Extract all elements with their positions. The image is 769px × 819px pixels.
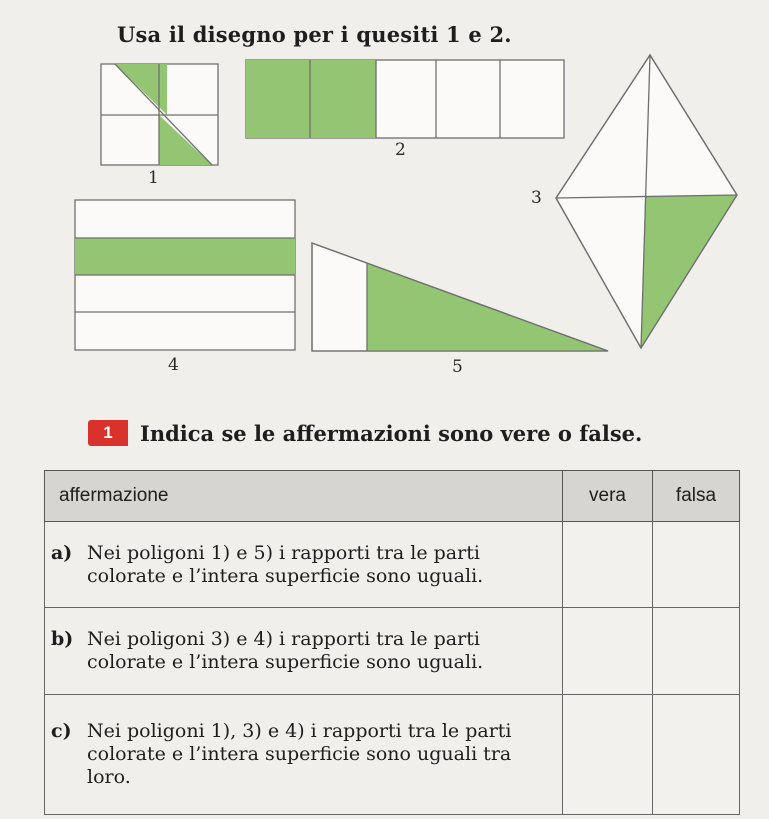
polygon-4-colored [75, 238, 295, 275]
polygons-drawing [0, 0, 769, 400]
true-checkbox-a[interactable] [563, 522, 653, 608]
polygon-2 [246, 60, 564, 138]
polygon-4 [75, 200, 295, 350]
true-checkbox-b[interactable] [563, 608, 653, 695]
statement-text: Nei poligoni 3) e 4) i rapporti tra le parti colorate e l’intera superficie sono uguali. [87, 628, 484, 673]
table-row [45, 608, 740, 695]
statement-text: Nei poligoni 1) e 5) i rapporti tra le parti colorate e l’intera superficie sono uguali. [87, 541, 484, 587]
exercise-heading: Usa il disegno per i quesiti 1 e 2. [117, 22, 512, 47]
polygon-2-label: 2 [395, 140, 406, 160]
statement-text: Nei poligoni 1), 3) e 4) i rapporti tra le parti colorate e l’intera superficie sono uguali tra loro. [87, 720, 512, 788]
polygon-5-label: 5 [452, 357, 463, 377]
statement-letter: c) [51, 720, 72, 742]
polygon-3-label: 3 [531, 188, 542, 208]
false-checkbox-c[interactable] [653, 695, 740, 815]
statement-cell [45, 522, 563, 608]
statement-cell [45, 695, 563, 815]
exercise-number-badge: 1 [88, 420, 128, 446]
table-row [45, 695, 740, 815]
polygon-5 [312, 243, 608, 351]
polygon-1-label: 1 [148, 168, 159, 188]
table-row [45, 522, 740, 608]
statement-cell [45, 608, 563, 695]
false-checkbox-b[interactable] [653, 608, 740, 695]
polygon-3 [556, 55, 737, 348]
polygon-1 [101, 64, 218, 165]
true-false-table [44, 470, 740, 815]
polygon-2-colored [246, 60, 376, 138]
header-statement: affermazione [45, 471, 563, 522]
true-checkbox-c[interactable] [563, 695, 653, 815]
statement-letter: b) [51, 628, 74, 650]
header-false: falsa [653, 471, 740, 522]
polygon-4-label: 4 [168, 355, 179, 375]
false-checkbox-a[interactable] [653, 522, 740, 608]
statement-letter: a) [51, 541, 73, 564]
header-true: vera [563, 471, 653, 522]
exercise-instruction: Indica se le affermazioni sono vere o false. [140, 420, 643, 446]
exercise-title [88, 420, 642, 446]
